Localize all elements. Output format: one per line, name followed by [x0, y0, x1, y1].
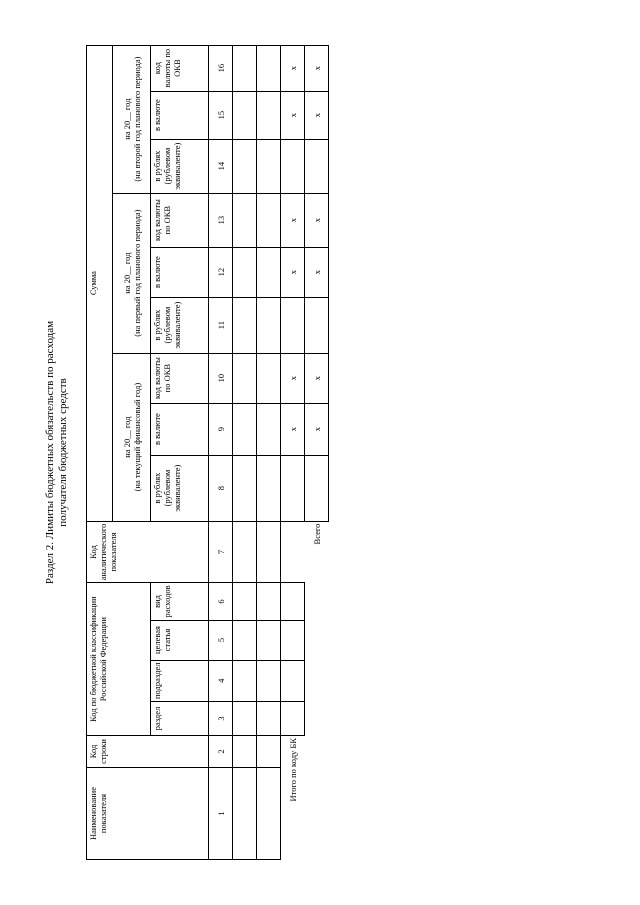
- column-number-row: [209, 45, 233, 859]
- cell: [257, 91, 281, 139]
- cell: [233, 91, 257, 139]
- cell: [281, 583, 305, 620]
- cell: [257, 45, 281, 91]
- cell: [233, 139, 257, 193]
- header-name: Наименование показателя: [87, 768, 209, 860]
- col-num: 4: [209, 660, 233, 701]
- header-year1: [113, 193, 151, 353]
- cell: [257, 660, 281, 701]
- header-year0-sub: (на текущий финансовый год): [131, 382, 142, 492]
- cell: [233, 247, 257, 297]
- cell: [257, 521, 281, 583]
- cell: [281, 455, 305, 521]
- header-y1-rub: в рублях (рублевом эквиваленте): [151, 297, 209, 353]
- cell: [305, 139, 329, 193]
- cell: [233, 521, 257, 583]
- x-mark: x: [305, 403, 329, 455]
- header-target: целевая статья: [151, 620, 209, 660]
- limits-table: [86, 45, 329, 860]
- x-mark: x: [281, 91, 305, 139]
- spacer: [281, 521, 305, 583]
- col-num: 5: [209, 620, 233, 660]
- header-y0-cur: в валюте: [151, 403, 209, 455]
- cell: [305, 297, 329, 353]
- subtotal-label: Итого по коду БК: [287, 738, 298, 802]
- col-num: 12: [209, 247, 233, 297]
- col-num: 3: [209, 702, 233, 736]
- col-num: 2: [209, 736, 233, 768]
- header-y0-okv: код валюты по ОКВ: [151, 353, 209, 403]
- cell: [257, 403, 281, 455]
- cell: [281, 620, 305, 660]
- cell: [233, 736, 257, 768]
- cell: [233, 193, 257, 247]
- header-y1-cur: в валюте: [151, 247, 209, 297]
- col-num: 16: [209, 45, 233, 91]
- cell: [257, 583, 281, 620]
- cell: [233, 403, 257, 455]
- cell: [257, 247, 281, 297]
- header-year2-sub: (на второй год планового периода): [131, 56, 142, 182]
- x-mark: x: [281, 353, 305, 403]
- col-num: 9: [209, 403, 233, 455]
- col-num: 14: [209, 139, 233, 193]
- header-sum: Сумма: [87, 45, 113, 521]
- cell: [257, 139, 281, 193]
- header-row-code: Код строки: [87, 736, 209, 768]
- section-title: Раздел 2. Лимиты бюджетных обязательств по расходам: [44, 320, 56, 585]
- section-subtitle: получателя бюджетных средств: [57, 378, 69, 527]
- cell: [233, 455, 257, 521]
- col-num: 13: [209, 193, 233, 247]
- header-y0-rub: в рублях (рублевом эквиваленте): [151, 455, 209, 521]
- x-mark: x: [305, 45, 329, 91]
- cell: [257, 702, 281, 736]
- cell: [257, 297, 281, 353]
- x-mark: x: [305, 193, 329, 247]
- x-mark: x: [305, 91, 329, 139]
- header-vid: вид расходов: [151, 583, 209, 620]
- cell-name: [233, 768, 257, 860]
- cell: [233, 660, 257, 701]
- cell: [257, 193, 281, 247]
- table-row: [233, 45, 257, 859]
- cell: [257, 620, 281, 660]
- col-num: 6: [209, 583, 233, 620]
- x-mark: x: [281, 247, 305, 297]
- x-mark: x: [281, 403, 305, 455]
- cell: [281, 660, 305, 701]
- col-num: 8: [209, 455, 233, 521]
- cell: [281, 297, 305, 353]
- cell: [305, 455, 329, 521]
- x-mark: x: [281, 193, 305, 247]
- x-mark: x: [281, 45, 305, 91]
- header-year0: [113, 353, 151, 521]
- header-year1-sub: (на первый год планового периода): [131, 209, 142, 337]
- header-year1-title: на 20__ год: [121, 252, 132, 294]
- col-num: 1: [209, 768, 233, 860]
- header-year2-title: на 20__ год: [121, 98, 132, 140]
- header-y1-okv: код валюты по ОКВ: [151, 193, 209, 247]
- header-y2-rub: в рублях (рублевом эквиваленте): [151, 139, 209, 193]
- subtotal-row: [281, 45, 305, 859]
- cell: [233, 702, 257, 736]
- total-row: [305, 45, 329, 859]
- header-y2-cur: в валюте: [151, 91, 209, 139]
- cell-name: [257, 768, 281, 860]
- col-num: 10: [209, 353, 233, 403]
- x-mark: x: [305, 247, 329, 297]
- cell: [233, 353, 257, 403]
- header-y2-okv: код валюты по ОКВ: [151, 45, 209, 91]
- cell: [281, 139, 305, 193]
- header-year0-title: на 20__ год: [121, 416, 132, 458]
- header-razdel: раздел: [151, 702, 209, 736]
- cell: [257, 736, 281, 768]
- cell: [281, 702, 305, 736]
- cell: [257, 353, 281, 403]
- spacer: [305, 583, 329, 860]
- header-podrazdel: подраздел: [151, 660, 209, 701]
- col-num: 7: [209, 521, 233, 583]
- col-num: 15: [209, 91, 233, 139]
- cell: [233, 45, 257, 91]
- header-bk-code: Код по бюджетной классификации Российской Федерации: [87, 583, 151, 736]
- cell: [257, 455, 281, 521]
- x-mark: x: [305, 353, 329, 403]
- cell: [233, 297, 257, 353]
- cell: [233, 583, 257, 620]
- total-label: Всего: [311, 523, 322, 545]
- cell: [233, 620, 257, 660]
- table-row: [257, 45, 281, 859]
- col-num: 11: [209, 297, 233, 353]
- header-year2: [113, 45, 151, 193]
- header-analytics: Код аналитического показателя: [87, 521, 209, 583]
